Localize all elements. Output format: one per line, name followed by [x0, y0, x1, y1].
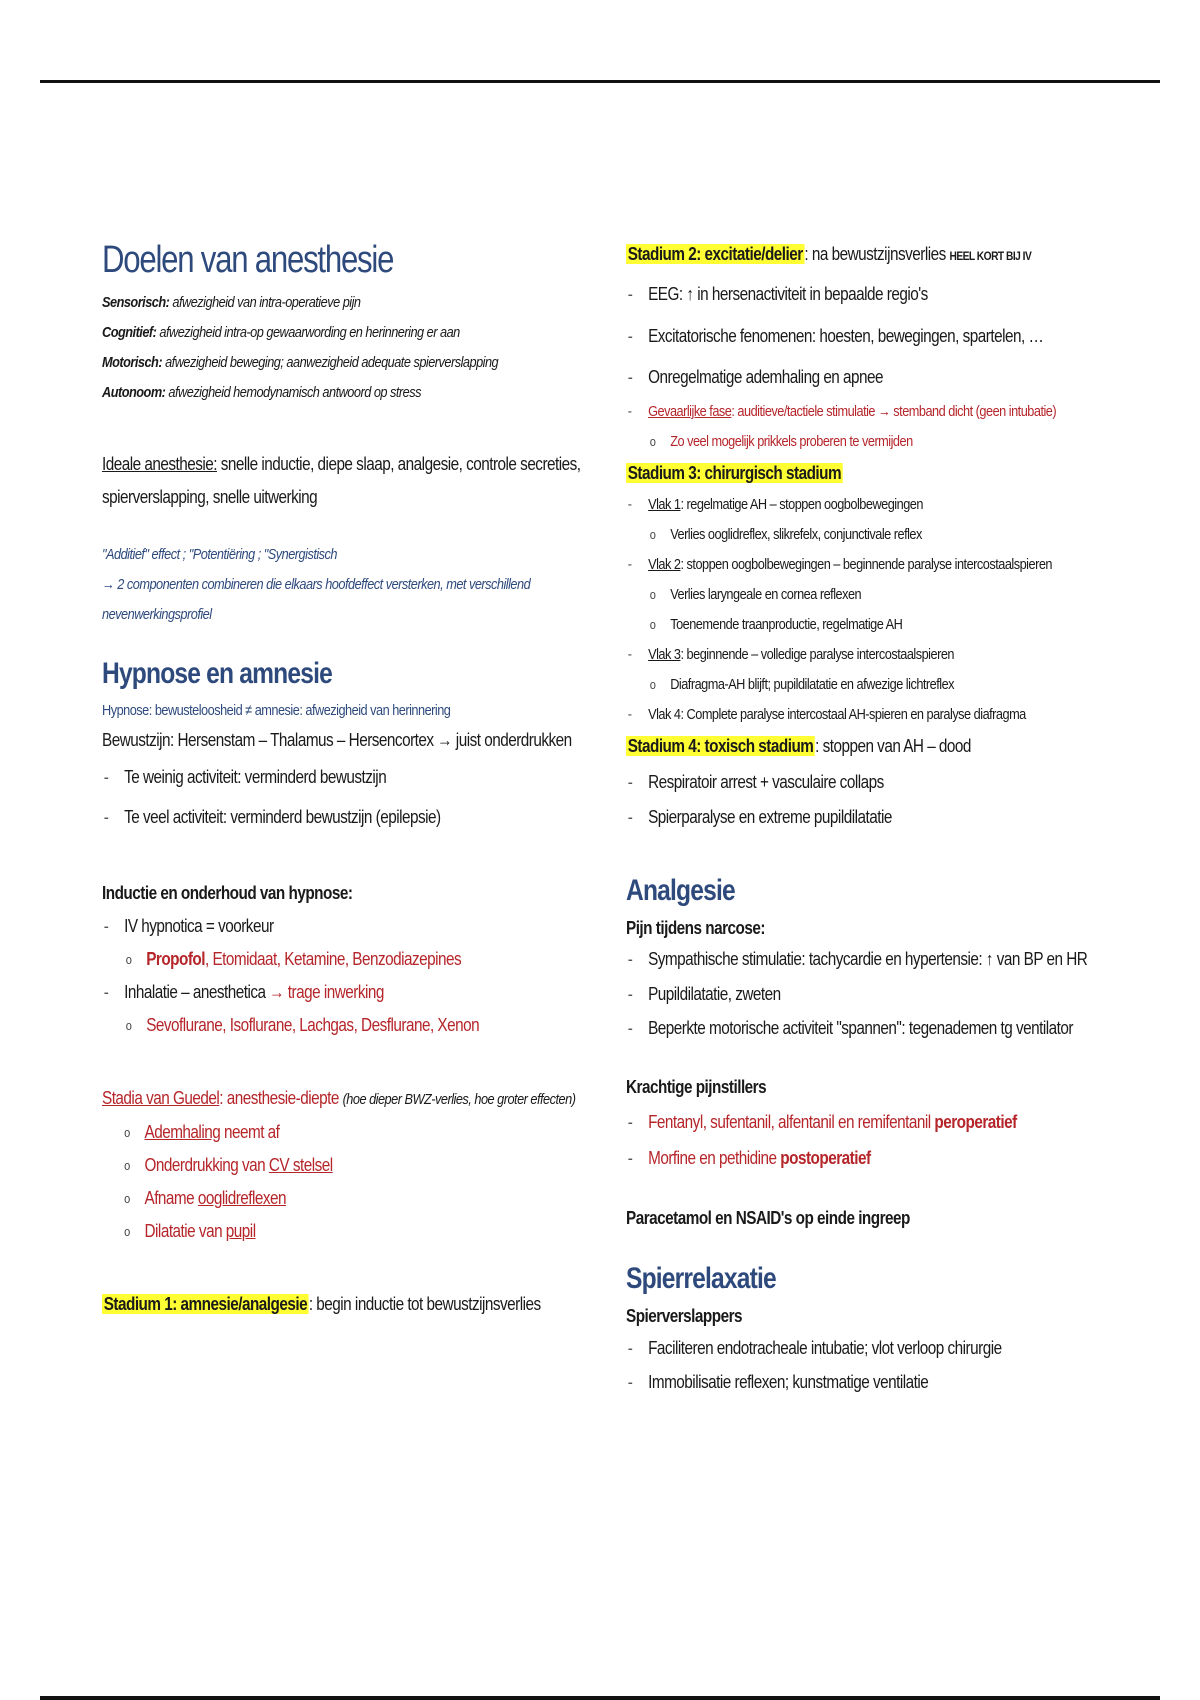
stadium2-bullet: - EEG: ↑ in hersenactiviteit in bepaalde regio's — [626, 273, 1068, 315]
vlak-bullet: - Vlak 1: regelmatige AH – stoppen oogbolbewegingen — [626, 490, 1068, 520]
doelen-item: Autonoom: afwezigheid hemodynamisch antwoord op stress — [102, 384, 421, 401]
hypnose-title: Hypnose en amnesie — [102, 657, 332, 690]
right-column — [626, 238, 1146, 1397]
doelen-item: Motorisch: afwezigheid beweging; aanwezigheid adequate spierverslapping — [102, 354, 499, 371]
top-rule — [40, 80, 1160, 83]
gevaarlijke-fase-sub: o Zo veel mogelijk prikkels proberen te vermijden — [626, 427, 1068, 457]
stadium1: Stadium 1: amnesie/analgesie: begin inductie tot bewustzijnsverlies — [103, 1294, 541, 1314]
guedel-item: o Dilatatie van pupil — [102, 1215, 510, 1248]
inductie-heading: Inductie en onderhoud van hypnose: — [102, 883, 353, 903]
vlak-bullet: - Vlak 2: stoppen oogbolbewegingen – beginnende paralyse intercostaalspieren — [626, 550, 1068, 580]
stadium3-heading: Stadium 3: chirurgisch stadium — [627, 463, 842, 483]
spierverslappers-heading: Spierverslappers — [626, 1306, 743, 1326]
additief-line: → 2 componenten combineren die elkaars hoofdeffect versterken, met verschillend — [102, 576, 531, 593]
guedel-item: o Afname ooglidreflexen — [102, 1182, 510, 1215]
gevaarlijke-fase: - Gevaarlijke fase: auditieve/tactiele stimulatie → stemband dicht (geen intubatie) — [626, 397, 1068, 427]
vlak-sub: o Toenemende traanproductie, regelmatige AH — [626, 610, 1068, 640]
pijn-bullet: - Pupildilatatie, zweten — [626, 977, 1068, 1011]
spier-bullet: - Immobilisatie reflexen; kunstmatige ventilatie — [626, 1367, 1068, 1397]
vlak-bullet: - Vlak 3: beginnende – volledige paralyse intercostaalspieren — [626, 640, 1068, 670]
analgesie-title: Analgesie — [626, 874, 735, 907]
ideale-anesthesie: Ideale anesthesie: snelle inductie, diepe slaap, analgesie, controle secreties, — [102, 454, 581, 474]
bottom-rule — [40, 1696, 1160, 1700]
stadium2-heading: Stadium 2: excitatie/delier: na bewustzijnsverlies HEEL KORT BIJ IV — [627, 244, 1032, 264]
hypnose-bullet: - Te weinig activiteit: verminderd bewustzijn — [102, 757, 510, 797]
paracetamol-line: Paracetamol en NSAID's op einde ingreep — [626, 1208, 910, 1228]
guedel-item: o Onderdrukking van CV stelsel — [102, 1149, 510, 1182]
hypnose-subtitle: Hypnose: bewusteloosheid ≠ amnesie: afwezigheid van herinnering — [102, 702, 451, 719]
guedel-item: o Ademhaling neemt af — [102, 1116, 510, 1149]
stadium4-heading: Stadium 4: toxisch stadium: stoppen van AH – dood — [627, 736, 971, 756]
additief-line: nevenwerkingsprofiel — [102, 606, 212, 623]
inhalatie-bullet: - Inhalatie – anesthetica → trage inwerking — [102, 976, 510, 1009]
vlak-bullet: - Vlak 4: Complete paralyse intercostaal AH-spieren en paralyse diafragma — [626, 700, 1068, 730]
spier-bullet: - Faciliteren endotracheale intubatie; vlot verloop chirurgie — [626, 1329, 1068, 1367]
iv-bullet: - IV hypnotica = voorkeur — [102, 910, 510, 943]
inhalatie-sub: o Sevoflurane, Isoflurane, Lachgas, Desflurane, Xenon — [102, 1009, 510, 1042]
doelen-item: Sensorisch: afwezigheid van intra-operatieve pijn — [102, 294, 361, 311]
bewustzijn-line: Bewustzijn: Hersenstam – Thalamus – Hersencortex → juist onderdrukken — [102, 730, 572, 750]
hypnose-bullet: - Te veel activiteit: verminderd bewustzijn (epilepsie) — [102, 797, 510, 837]
guedel-heading: Stadia van Guedel: anesthesie-diepte (hoe dieper BWZ-verlies, hoe groter effecten) — [102, 1088, 576, 1108]
ideale-anesthesie-cont: spierverslapping, snelle uitwerking — [102, 487, 318, 507]
spierrelaxatie-title: Spierrelaxatie — [626, 1262, 776, 1295]
vlak-sub: o Verlies ooglidreflex, slikrefelx, conjunctivale reflex — [626, 520, 1068, 550]
vlak-sub: o Diafragma-AH blijft; pupildilatatie en afwezige lichtreflex — [626, 670, 1068, 700]
iv-sub: o Propofol, Etomidaat, Ketamine, Benzodiazepines — [102, 943, 510, 976]
left-column — [102, 238, 582, 1321]
additief-line: "Additief" effect ; "Potentiëring ; "Synergistisch — [102, 546, 337, 563]
stadium4-bullet: - Spierparalyse en extreme pupildilatatie — [626, 801, 1068, 833]
pijn-bullet: - Sympathische stimulatie: tachycardie en hypertensie: ↑ van BP en HR — [626, 941, 1068, 977]
stadium4-bullet: - Respiratoir arrest + vasculaire collaps — [626, 763, 1068, 801]
krachtige-bullet: - Fentanyl, sufentanil, alfentanil en remifentanil peroperatief — [626, 1104, 1068, 1140]
pijn-heading: Pijn tijdens narcose: — [626, 918, 765, 938]
vlak-sub: o Verlies laryngeale en cornea reflexen — [626, 580, 1068, 610]
krachtige-heading: Krachtige pijnstillers — [626, 1077, 767, 1097]
stadium2-bullet: - Onregelmatige ademhaling en apnee — [626, 357, 1068, 397]
stadium2-bullet: - Excitatorische fenomenen: hoesten, bewegingen, spartelen, … — [626, 315, 1068, 357]
doelen-item: Cognitief: afwezigheid intra-op gewaarwording en herinnering er aan — [102, 324, 460, 341]
doelen-title: Doelen van anesthesie — [102, 239, 394, 281]
pijn-bullet: - Beperkte motorische activiteit "spannen": tegenademen tg ventilator — [626, 1011, 1068, 1045]
krachtige-bullet: - Morfine en pethidine postoperatief — [626, 1140, 1068, 1176]
